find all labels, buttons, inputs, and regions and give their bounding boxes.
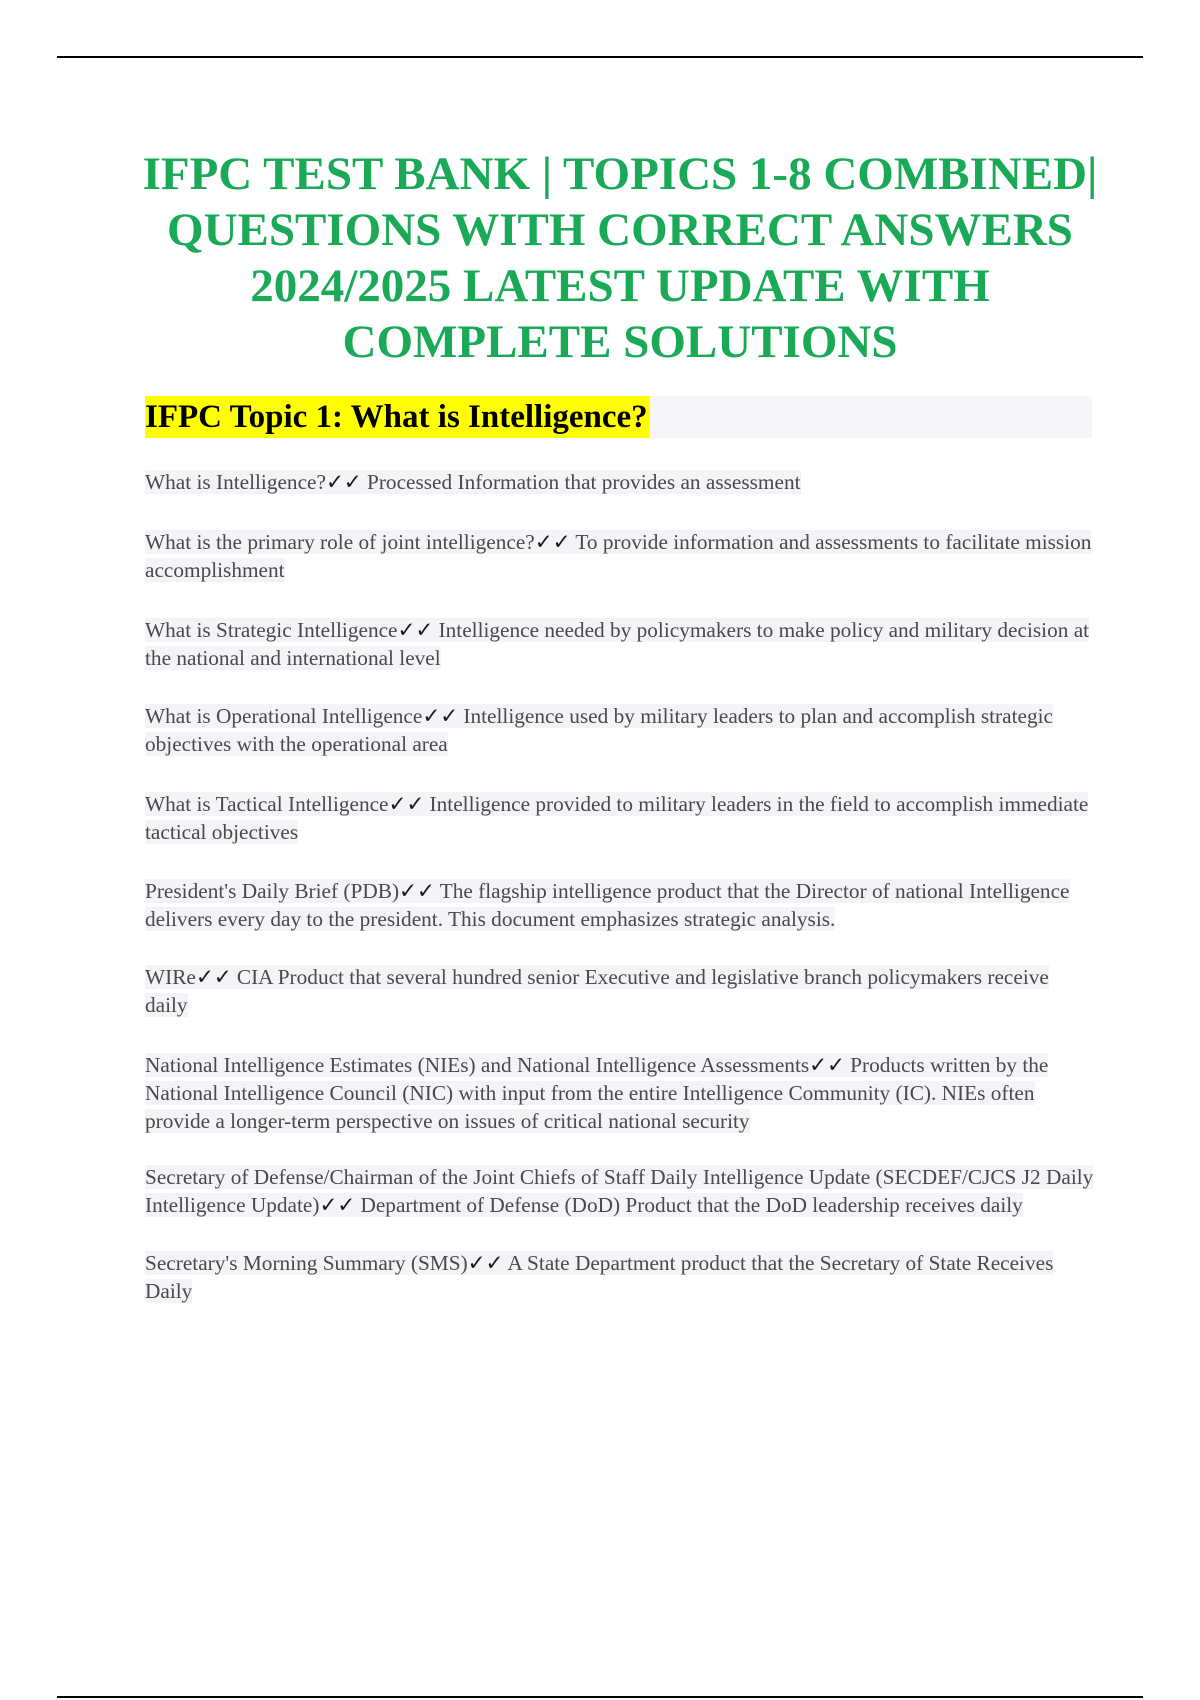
qa-answer: Department of Defense (DoD) Product that the DoD leadership receives daily: [355, 1193, 1023, 1217]
topic-heading: IFPC Topic 1: What is Intelligence?: [145, 396, 650, 438]
qa-question: National Intelligence Estimates (NIEs) and National Intelligence Assessments: [145, 1053, 810, 1077]
qa-text: [145, 879, 1070, 931]
qa-question: What is the primary role of joint intelligence?: [145, 530, 535, 554]
check-marks-icon: ✓✓: [325, 470, 362, 494]
check-marks-icon: ✓✓: [319, 1193, 356, 1217]
qa-answer: To provide information and assessments to facilitate mission accomplishment: [145, 530, 1092, 582]
qa-text: [145, 618, 1089, 670]
qa-question: President's Daily Brief (PDB): [145, 879, 400, 903]
bottom-rule: [57, 1696, 1143, 1698]
qa-answer: The flagship intelligence product that the Director of national Intelligence delivers every day to the president. This document emphasizes strategic analysis.: [145, 879, 1070, 931]
document-title: IFPC TEST BANK | TOPICS 1-8 COMBINED| QUESTIONS WITH CORRECT ANSWERS 2024/2025 LATEST UPDATE WITH COMPLETE SOLUTIONS: [142, 148, 1098, 368]
qa-text: [145, 1251, 1053, 1303]
qa-answer: Intelligence provided to military leaders in the field to accomplish immediate tactical objectives: [145, 792, 1089, 844]
qa-list: [145, 468, 1095, 1305]
qa-text: [145, 470, 801, 494]
qa-text: [145, 965, 1049, 1017]
topic-heading-bar: [145, 396, 1092, 438]
qa-item: [145, 702, 1095, 758]
qa-item: [145, 616, 1095, 672]
check-marks-icon: ✓✓: [422, 704, 459, 728]
check-marks-icon: ✓✓: [397, 618, 434, 642]
qa-answer: Intelligence needed by policymakers to make policy and military decision at the national and international level: [145, 618, 1090, 670]
qa-question: What is Operational Intelligence: [145, 704, 423, 728]
qa-question: Secretary's Morning Summary (SMS): [145, 1251, 468, 1275]
qa-question: What is Intelligence?: [145, 470, 326, 494]
qa-question: WIRe: [145, 965, 196, 989]
qa-text: [145, 704, 1053, 756]
qa-item: [145, 528, 1095, 584]
qa-text: [145, 1053, 1048, 1133]
qa-item: [145, 963, 1095, 1019]
qa-answer: Intelligence used by military leaders to plan and accomplish strategic objectives with the operational area: [145, 704, 1053, 756]
qa-text: [145, 530, 1091, 582]
check-marks-icon: ✓✓: [195, 965, 232, 989]
qa-answer: Products written by the National Intelligence Council (NIC) with input from the entire Intelligence Community (IC). NIEs often provide a longer-term perspective on issues of critical national security: [145, 1053, 1049, 1133]
qa-item: [145, 468, 1095, 496]
qa-item: [145, 790, 1095, 846]
qa-text: [145, 792, 1088, 844]
qa-answer: CIA Product that several hundred senior Executive and legislative branch policymakers receive daily: [145, 965, 1049, 1017]
top-rule: [57, 56, 1143, 58]
qa-item: [145, 1051, 1095, 1135]
qa-answer: Processed Information that provides an assessment: [361, 470, 801, 494]
qa-question: Secretary of Defense/Chairman of the Joint Chiefs of Staff Daily Intelligence Update (SECDEF/CJCS J2 Daily Intelligence Update): [145, 1165, 1094, 1217]
check-marks-icon: ✓✓: [388, 792, 425, 816]
check-marks-icon: ✓✓: [809, 1053, 845, 1077]
check-marks-icon: ✓✓: [534, 530, 571, 554]
qa-item: [145, 1163, 1095, 1219]
qa-question: What is Strategic Intelligence: [145, 618, 398, 642]
qa-question: What is Tactical Intelligence: [145, 792, 389, 816]
qa-answer: A State Department product that the Secretary of State Receives Daily: [145, 1251, 1054, 1303]
qa-item: [145, 877, 1095, 933]
check-marks-icon: ✓✓: [467, 1251, 504, 1275]
check-marks-icon: ✓✓: [399, 879, 435, 903]
qa-item: [145, 1249, 1095, 1305]
qa-text: [145, 1165, 1093, 1217]
